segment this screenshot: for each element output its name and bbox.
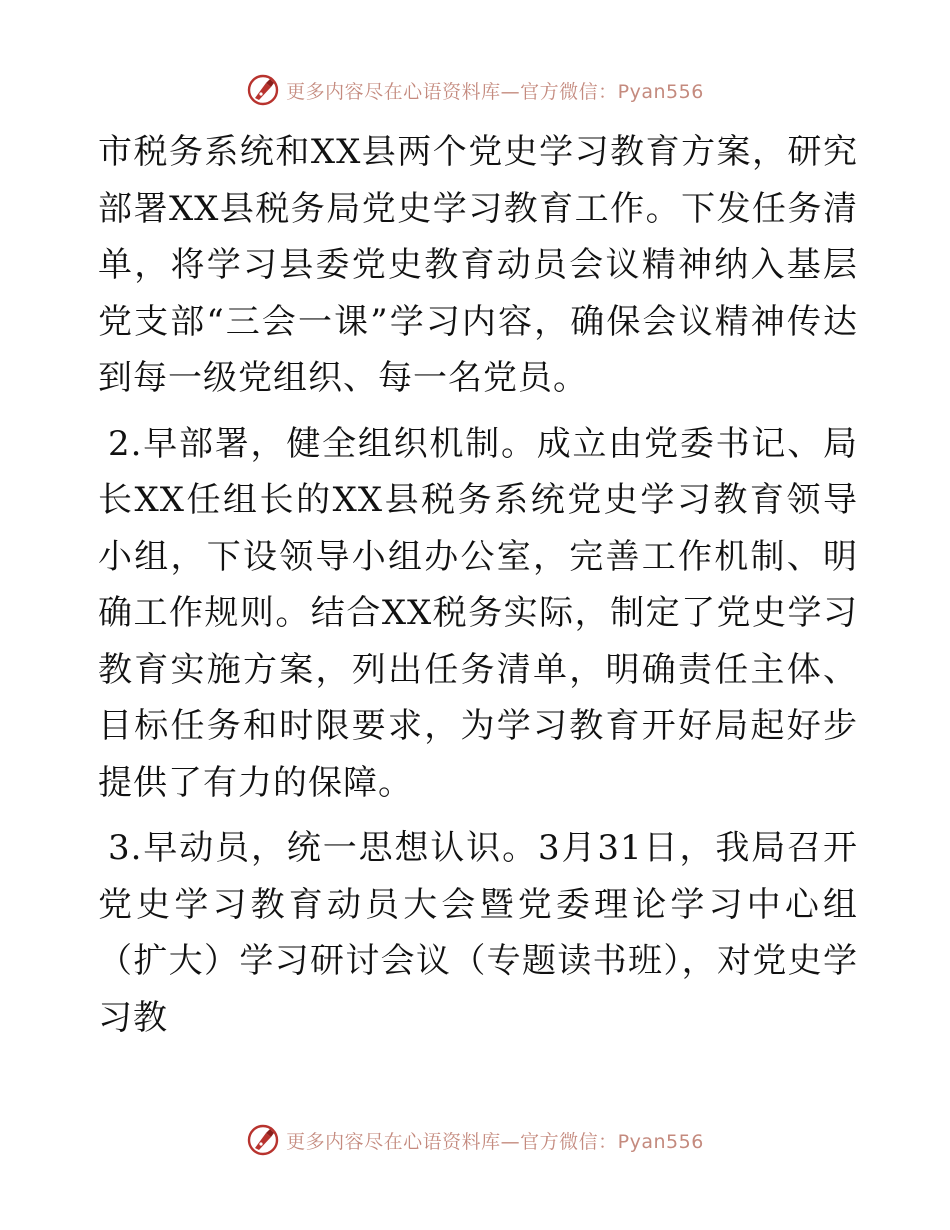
body-paragraph-3: 3.早动员，统一思想认识。3月31日，我局召开党史学习教育动员大会暨党委理论学习中心组（扩大）学习研讨会议（专题读书班），对党史学习教: [98, 828, 858, 1038]
footer-banner-text: 更多内容尽在心语资料库—官方微信：Pyan556: [286, 1130, 704, 1153]
document-body: [98, 124, 858, 1046]
body-paragraph-2: 2.早部署，健全组织机制。成立由党委书记、局长XX任组长的XX县税务系统党史学习教育领导小组，下设领导小组办公室，完善工作机制、明确工作规则。结合XX税务实际，制定了党史学习教育实施方案，列出任务清单，明确责任主体、目标任务和时限要求，为学习教育开好局起好步提供了有力的保障。: [98, 423, 858, 803]
pen-nib-logo-icon: [246, 1123, 280, 1157]
body-paragraph-1: 市税务系统和XX县两个党史学习教育方案，研究部署XX县税务局党史学习教育工作。下发任务清单，将学习县委党史教育动员会议精神纳入基层党支部“三会一课”学习内容，确保会议精神传达到每一级党组织、每一名党员。: [98, 132, 858, 398]
footer-watermark-banner: [0, 1120, 950, 1160]
pen-nib-logo-icon: [246, 73, 280, 107]
header-watermark-banner: [0, 70, 950, 110]
header-banner-text: 更多内容尽在心语资料库—官方微信：Pyan556: [286, 80, 704, 103]
